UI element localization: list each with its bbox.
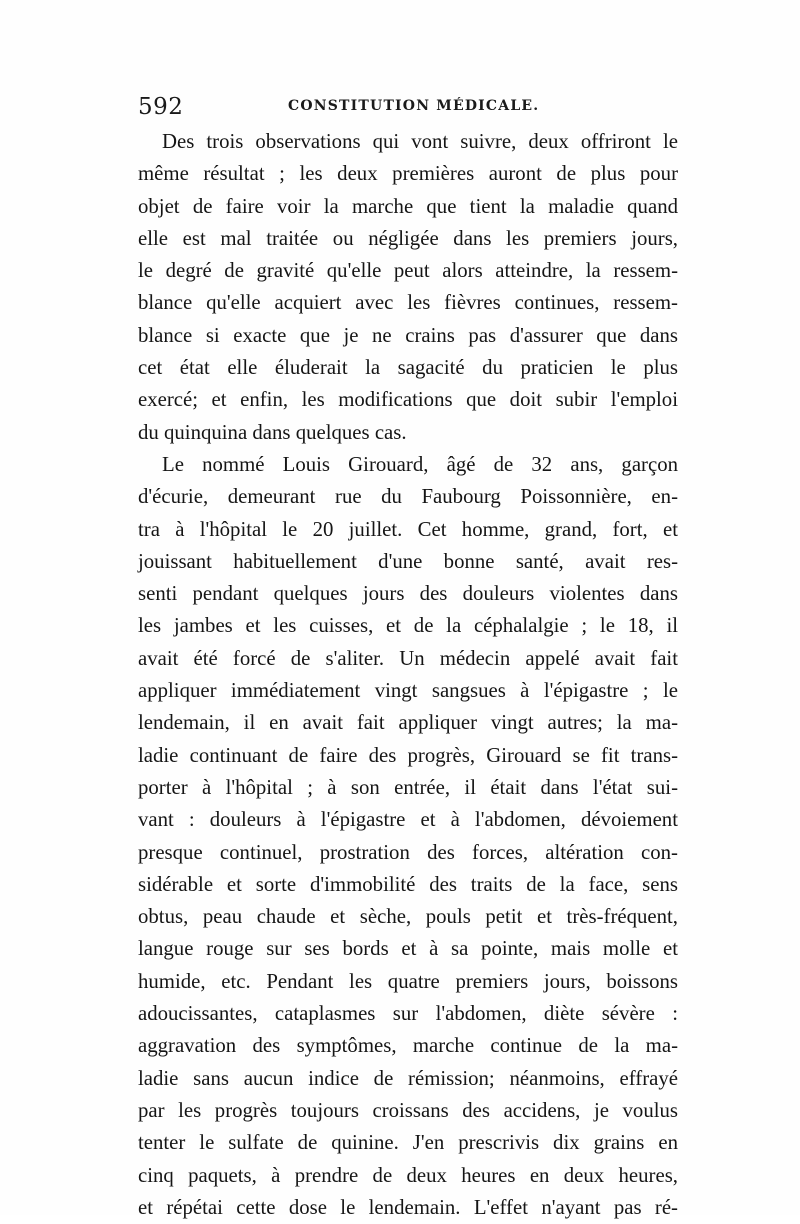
text-line: elle est mal traitée ou négligée dans les premiers jours, (138, 226, 678, 250)
text-line: Le nommé Louis Girouard, âgé de 32 ans, garçon (162, 452, 678, 476)
text-line: cinq paquets, à prendre de deux heures en deux heures, (138, 1163, 678, 1187)
text-line: langue rouge sur ses bords et à sa pointe, mais molle et (138, 937, 678, 961)
text-line: vant : douleurs à l'épigastre et à l'abdomen, dévoiement (138, 808, 678, 832)
text-line: exercé; et enfin, les modifications que doit subir l'emploi (138, 388, 678, 412)
text-line: Des trois observations qui vont suivre, deux offriront le (162, 130, 678, 153)
text-line: avait été forcé de s'aliter. Un médecin appelé avait fait (138, 646, 678, 670)
text-line: blance si exacte que je ne crains pas d'assurer que dans (138, 323, 678, 347)
text-line: objet de faire voir la marche que tient la maladie quand (138, 194, 678, 218)
text-line: appliquer immédiatement vingt sangsues à l'épigastre ; le (138, 679, 678, 703)
text-line: humide, etc. Pendant les quatre premiers jours, boissons (138, 969, 678, 993)
text-line: presque continuel, prostration des forces, altération con- (138, 840, 678, 864)
text-line: ladie continuant de faire des progrès, Girouard se fit trans- (138, 743, 678, 767)
text-line: porter à l'hôpital ; à son entrée, il était dans l'état sui- (138, 775, 678, 799)
text-line: d'écurie, demeurant rue du Faubourg Poissonnière, en- (138, 485, 678, 509)
text-line: obtus, peau chaude et sèche, pouls petit et très-fréquent, (138, 905, 678, 929)
running-title: CONSTITUTION MÉDICALE. (288, 98, 540, 114)
text-line: tra à l'hôpital le 20 juillet. Cet homme, grand, fort, et (138, 517, 678, 541)
text-line: du quinquina dans quelques cas. (138, 420, 407, 444)
text-line: le degré de gravité qu'elle peut alors atteindre, la ressem- (138, 259, 678, 283)
text-line: et répétai cette dose le lendemain. L'effet n'ayant pas ré- (138, 1195, 678, 1219)
text-line: sidérable et sorte d'immobilité des traits de la face, sens (138, 872, 678, 896)
text-line: jouissant habituellement d'une bonne santé, avait res- (138, 549, 678, 573)
text-line: tenter le sulfate de quinine. J'en prescrivis dix grains en (138, 1131, 678, 1155)
text-line: par les progrès toujours croissans des accidens, je voulus (138, 1098, 678, 1122)
text-line: cet état elle éluderait la sagacité du praticien le plus (138, 356, 678, 380)
text-line: même résultat ; les deux premières auront de plus pour (138, 162, 678, 186)
text-line: senti pendant quelques jours des douleurs violentes dans (138, 582, 678, 606)
page-header (138, 94, 678, 124)
text-line: ladie sans aucun indice de rémission; néanmoins, effrayé (138, 1066, 678, 1090)
text-line: blance qu'elle acquiert avec les fièvres continues, ressem- (138, 291, 678, 315)
page-number: 592 (138, 94, 184, 120)
text-line: adoucissantes, cataplasmes sur l'abdomen, diète sévère : (138, 1002, 678, 1026)
text-line: les jambes et les cuisses, et de la céphalalgie ; le 18, il (138, 614, 678, 638)
text-line: aggravation des symptômes, marche continue de la ma- (138, 1034, 678, 1058)
text-line: lendemain, il en avait fait appliquer vingt autres; la ma- (138, 711, 678, 735)
body-text (138, 126, 678, 1224)
